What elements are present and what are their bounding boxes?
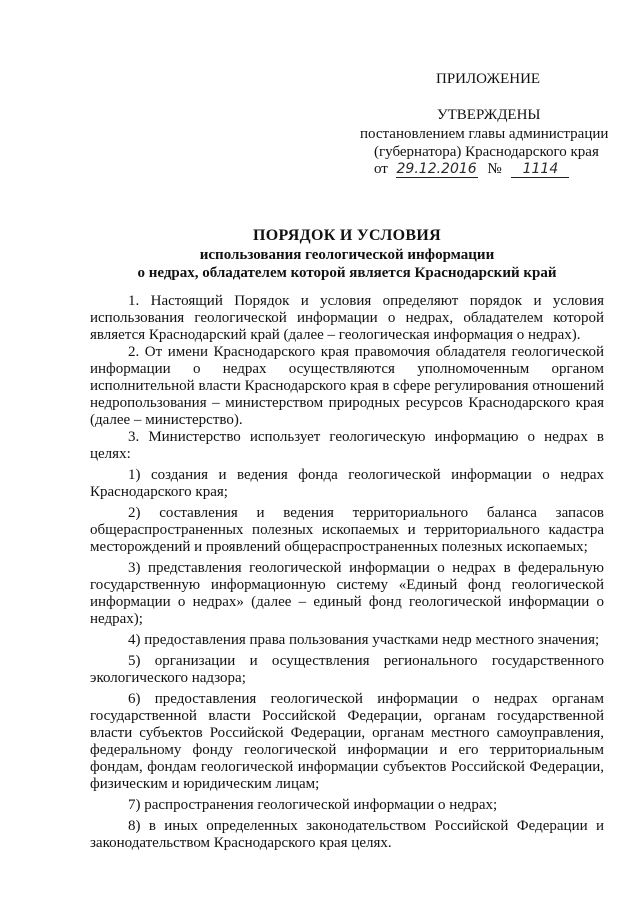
list-item-4: 4) предоставления права пользования участками недр местного значения; (128, 632, 600, 648)
list-item-7: 7) распространения геологической информации о недрах; (128, 797, 498, 813)
list-item-6: 6) предоставления геологической информации о недрах органам государственной власти Российской Федерации, органам государственной власти субъектов Российской Федерации, органам местного самоуправления, федеральному фонду геологической информации и его территориальным фондам, фондам геологической информации субъектов Российской Федерации, физическим и юридическим лицам; (90, 691, 604, 792)
paragraph-1: 1. Настоящий Порядок и условия определяют порядок и условия использования геологической информации о недрах, обладателем которой является Краснодарский край (далее – геологическая информация о недрах). (90, 293, 604, 343)
paragraph-2: 2. От имени Краснодарского края правомочия обладателя геологической информации о недрах осуществляются уполномоченным органом исполнительной власти Краснодарского края в сфере регулирования отношений недропользования – министерством природных ресурсов Краснодарского края (далее – министерство). (90, 344, 604, 428)
appendix-label: ПРИЛОЖЕНИЕ (436, 71, 541, 87)
decree-line-1: постановлением главы администрации (360, 126, 609, 142)
document-body (90, 293, 604, 852)
list-item-2: 2) составления и ведения территориального баланса запасов общераспространенных полезных ископаемых и территориального кадастра месторождений и проявлений общераспространенных полезных ископаемых; (90, 505, 604, 555)
number-prefix: № (487, 161, 502, 177)
title-main: ПОРЯДОК И УСЛОВИЯ (253, 227, 441, 244)
decree-date-number-line (374, 160, 569, 178)
approved-label: УТВЕРЖДЕНЫ (437, 107, 541, 123)
approval-header (0, 0, 640, 200)
list-item-1: 1) создания и ведения фонда геологической информации о недрах Краснодарского края; (90, 467, 604, 500)
decree-line-2: (губернатора) Краснодарского края (374, 144, 599, 160)
decree-date: 29.12.2016 (396, 161, 477, 177)
list-item-8: 8) в иных определенных законодательством Российской Федерации и законодательством Краснодарского края целях. (90, 818, 604, 851)
title-subtitle-line-2: о недрах, обладателем которой является Краснодарский край (137, 265, 557, 281)
decree-number: 1114 (511, 161, 569, 178)
title-subtitle-line-1: использования геологической информации (199, 247, 495, 263)
document-title (90, 226, 604, 282)
paragraph-3: 3. Министерство использует геологическую информацию о недрах в целях: (90, 429, 604, 462)
list-item-3: 3) представления геологической информации о недрах в федеральную государственную информационную систему «Единый фонд геологической информации о недрах» (далее – единый фонд геологической информации о недрах); (90, 560, 604, 627)
date-prefix: от (374, 161, 388, 177)
list-item-5: 5) организации и осуществления регионального государственного экологического надзора; (90, 653, 604, 686)
